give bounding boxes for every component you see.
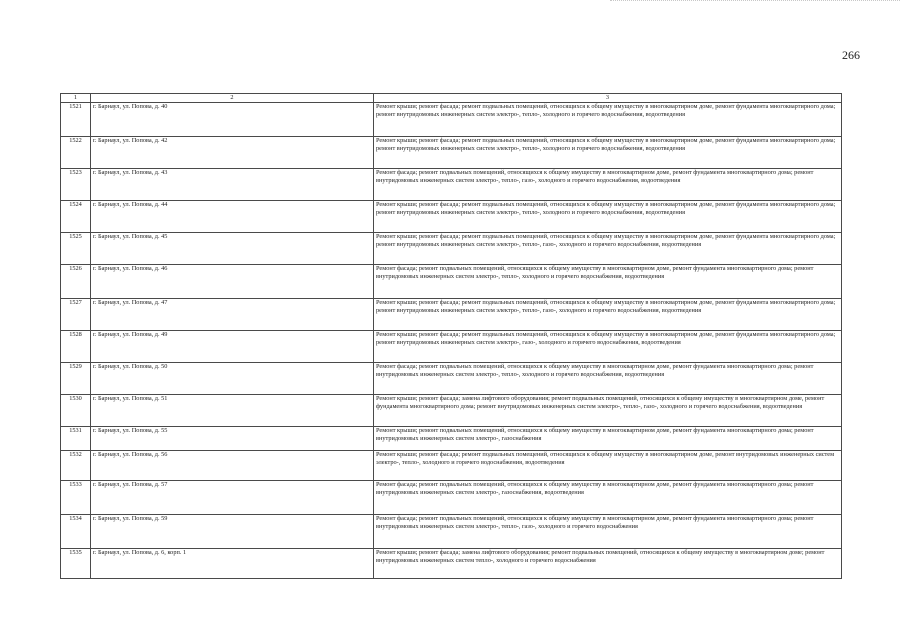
row-address: г. Барнаул, ул. Попова, д. 57 <box>91 481 374 515</box>
table-row <box>61 363 842 395</box>
table-row <box>61 299 842 331</box>
table-row <box>61 395 842 427</box>
row-works: Ремонт крыши; ремонт подвальных помещений, относящихся к общему имуществу в многоквартирном доме, ремонт фундамента многоквартирного дома; ремонт внутридомовых инженерных систем электро-, газоснабжения <box>374 427 842 451</box>
table-row <box>61 427 842 451</box>
column-header-3: 3 <box>374 94 842 103</box>
row-number: 1534 <box>61 515 91 549</box>
row-number: 1533 <box>61 481 91 515</box>
table-body <box>61 103 842 579</box>
row-address: г. Барнаул, ул. Попова, д. 59 <box>91 515 374 549</box>
row-number: 1521 <box>61 103 91 137</box>
row-works: Ремонт крыши; ремонт фасада; ремонт подвальных помещений, относящихся к общему имуществу в многоквартирном доме, ремонт внутридомовых инженерных систем электро-, тепло-, холодного и горячего водоснабжения, водоотведения <box>374 451 842 481</box>
row-number: 1526 <box>61 265 91 299</box>
row-number: 1535 <box>61 549 91 579</box>
row-address: г. Барнаул, ул. Попова, д. 40 <box>91 103 374 137</box>
row-address: г. Барнаул, ул. Попова, д. 6, корп. 1 <box>91 549 374 579</box>
row-number: 1523 <box>61 169 91 201</box>
row-address: г. Барнаул, ул. Попова, д. 44 <box>91 201 374 233</box>
row-address: г. Барнаул, ул. Попова, д. 45 <box>91 233 374 265</box>
table-row <box>61 331 842 363</box>
row-number: 1529 <box>61 363 91 395</box>
row-number: 1527 <box>61 299 91 331</box>
row-number: 1522 <box>61 137 91 169</box>
row-number: 1531 <box>61 427 91 451</box>
row-works: Ремонт крыши; ремонт фасада; ремонт подвальных помещений, относящихся к общему имуществу в многоквартирном доме, ремонт фундамента многоквартирного дома; ремонт внутридомовых инженерных систем электро-, тепло-, холодного и горячего водоснабжения, водоотведения <box>374 103 842 137</box>
table-row <box>61 265 842 299</box>
row-works: Ремонт крыши; ремонт фасада; замена лифтового оборудования; ремонт подвальных помещений, относящихся к общему имуществу в многоквартирном доме, ремонт фундамента многоквартирного дома; ремонт внутридомовых инженерных систем электро-, тепло-, газо-, холодного и горячего водоснабжения, водоотведения <box>374 395 842 427</box>
table-row <box>61 137 842 169</box>
row-works: Ремонт крыши; ремонт фасада; ремонт подвальных помещений, относящихся к общему имуществу в многоквартирном доме, ремонт фундамента многоквартирного дома; ремонт внутридомовых инженерных систем электро-, тепло-, газо-, холодного и горячего водоснабжения, водоотведения <box>374 233 842 265</box>
row-works: Ремонт крыши; ремонт фасада; замена лифтового оборудования; ремонт подвальных помещений, относящихся к общему имуществу в многоквартирном доме; ремонт внутридомовых инженерных систем тепло-, холодного и горячего водоснабжения <box>374 549 842 579</box>
row-number: 1525 <box>61 233 91 265</box>
row-number: 1528 <box>61 331 91 363</box>
row-works: Ремонт фасада; ремонт подвальных помещений, относящихся к общему имуществу в многоквартирном доме, ремонт фундамента многоквартирного дома; ремонт внутридомовых инженерных систем электро-, тепло-, газо-, холодного и горячего водоснабжения <box>374 515 842 549</box>
housing-registry-table <box>60 93 842 579</box>
row-works: Ремонт фасада; ремонт подвальных помещений, относящихся к общему имуществу в многоквартирном доме, ремонт фундамента многоквартирного дома; ремонт внутридомовых инженерных систем электро-, тепло-, холодного и горячего водоснабжения, водоотведения <box>374 265 842 299</box>
table-row <box>61 451 842 481</box>
table-row <box>61 103 842 137</box>
row-address: г. Барнаул, ул. Попова, д. 43 <box>91 169 374 201</box>
row-works: Ремонт фасада; ремонт подвальных помещений, относящихся к общему имуществу в многоквартирном доме, ремонт фундамента многоквартирного дома; ремонт внутридомовых инженерных систем электро-, газоснабжения, водоотведения <box>374 481 842 515</box>
scan-artifact <box>610 0 900 3</box>
header-row <box>61 94 842 103</box>
row-address: г. Барнаул, ул. Попова, д. 55 <box>91 427 374 451</box>
row-address: г. Барнаул, ул. Попова, д. 51 <box>91 395 374 427</box>
row-number: 1530 <box>61 395 91 427</box>
table-row <box>61 481 842 515</box>
column-header-1: 1 <box>61 94 91 103</box>
column-header-2: 2 <box>91 94 374 103</box>
table-row <box>61 515 842 549</box>
row-number: 1532 <box>61 451 91 481</box>
row-works: Ремонт крыши; ремонт фасада; ремонт подвальных помещений, относящихся к общему имуществу в многоквартирном доме, ремонт фундамента многоквартирного дома; ремонт внутридомовых инженерных систем электро-, тепло-, холодного и горячего водоснабжения, водоотведения <box>374 201 842 233</box>
row-address: г. Барнаул, ул. Попова, д. 46 <box>91 265 374 299</box>
row-address: г. Барнаул, ул. Попова, д. 49 <box>91 331 374 363</box>
table-row <box>61 201 842 233</box>
row-address: г. Барнаул, ул. Попова, д. 50 <box>91 363 374 395</box>
row-works: Ремонт крыши; ремонт фасада; ремонт подвальных помещений, относящихся к общему имуществу в многоквартирном доме, ремонт фундамента многоквартирного дома; ремонт внутридомовых инженерных систем электро-, тепло-, холодного и горячего водоснабжения, водоотведения <box>374 137 842 169</box>
table-row <box>61 233 842 265</box>
page-number: 266 <box>842 48 860 62</box>
row-works: Ремонт крыши; ремонт фасада; ремонт подвальных помещений, относящихся к общему имуществу в многоквартирном доме, ремонт фундамента многоквартирного дома; ремонт внутридомовых инженерных систем электро-, тепло-, газо-, холодного и горячего водоснабжения, водоотведения <box>374 299 842 331</box>
table-header <box>61 94 842 103</box>
row-address: г. Барнаул, ул. Попова, д. 56 <box>91 451 374 481</box>
row-works: Ремонт фасада; ремонт подвальных помещений, относящихся к общему имуществу в многоквартирном доме, ремонт фундамента многоквартирного дома; ремонт внутридомовых инженерных систем электро-, тепло-, холодного и горячего водоснабжения, водоотведения <box>374 363 842 395</box>
row-address: г. Барнаул, ул. Попова, д. 42 <box>91 137 374 169</box>
row-number: 1524 <box>61 201 91 233</box>
row-works: Ремонт фасада; ремонт подвальных помещений, относящихся к общему имуществу в многоквартирном доме, ремонт фундамента многоквартирного дома; ремонт внутридомовых инженерных систем электро-, тепло-, газо-, холодного и горячего водоснабжения, водоотведения <box>374 169 842 201</box>
table-row <box>61 549 842 579</box>
row-address: г. Барнаул, ул. Попова, д. 47 <box>91 299 374 331</box>
row-works: Ремонт крыши; ремонт фасада; ремонт подвальных помещений, относящихся к общему имуществу в многоквартирном доме, ремонт фундамента многоквартирного дома; ремонт внутридомовых инженерных систем электро-, газо-, холодного и горячего водоснабжения, водоотведения <box>374 331 842 363</box>
table-row <box>61 169 842 201</box>
